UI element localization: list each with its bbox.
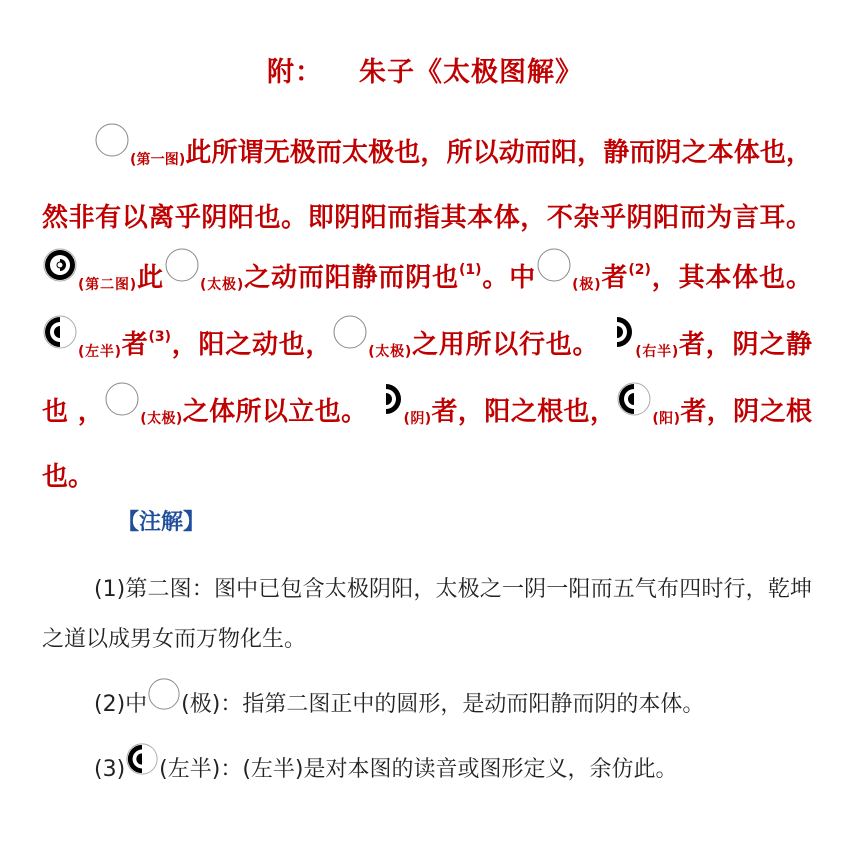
empty-circle-icon xyxy=(332,314,368,350)
text-span: 者 xyxy=(121,330,149,360)
empty-circle-icon xyxy=(104,381,140,417)
text-span: 者，阳之根也， xyxy=(431,397,617,427)
note-1: (1)第二图：图中已包含太极阴阳，太极之一阴一阳而五气布四时行，乾坤之道以成男女而万物化生。 xyxy=(42,577,812,652)
empty-circle-icon xyxy=(94,122,130,158)
text-span: ，其本体也。 xyxy=(650,263,812,293)
footnote-ref: (1) xyxy=(458,262,482,278)
text-span: 之用所以行也。 xyxy=(411,330,600,360)
note-2 xyxy=(42,677,812,730)
figure-label: (第二图) xyxy=(78,277,137,293)
figure-label: (第一图) xyxy=(130,152,186,168)
figure-label: (太极) xyxy=(199,277,244,293)
empty-circle-icon xyxy=(147,677,181,711)
left-half-circle-icon xyxy=(616,381,652,417)
figure-label: (极) xyxy=(572,277,601,293)
text-span: 此所谓无极而太极也，所以动而阳，静而阴之本体也，然非有以离乎阴阳也。即阴阳而指其本体，不杂乎阴阳而为言耳。 xyxy=(42,138,812,233)
figure-label: (太极) xyxy=(368,344,412,360)
figure-label: (太极) xyxy=(140,411,183,427)
text-span: 者 xyxy=(600,263,629,293)
left-half-circle-icon xyxy=(42,314,78,350)
empty-circle-icon xyxy=(536,247,572,283)
text-span: 。中 xyxy=(481,263,537,293)
main-paragraph xyxy=(42,122,812,506)
note-text: (2)中 xyxy=(94,692,148,717)
figure-label: (左半) xyxy=(78,344,122,360)
notes-section xyxy=(42,565,812,807)
text-span: 者，阴之静也 ， xyxy=(42,330,812,427)
text-span: ，阳之动也， xyxy=(171,330,333,360)
empty-circle-icon xyxy=(164,247,200,283)
text-span: 者，阴之根也。 xyxy=(42,397,812,492)
page-title xyxy=(0,50,850,89)
text-span: 之动而阳静而阴也 xyxy=(243,263,459,293)
left-half-circle-icon xyxy=(125,742,159,776)
figure-label: (阳) xyxy=(652,411,680,427)
title-prefix: 附： xyxy=(267,57,323,88)
text-span: 之体所以立也。 xyxy=(182,397,368,427)
taiji-concentric-icon xyxy=(42,247,78,283)
footnote-ref: (3) xyxy=(148,329,172,345)
figure-label: (阴) xyxy=(403,411,432,427)
note-3 xyxy=(42,742,812,795)
right-half-circle-icon xyxy=(368,381,404,417)
note-text: (3) xyxy=(94,757,126,782)
note-text: (左半)：(左半)是对本图的读音或图形定义，余仿此。 xyxy=(159,757,678,782)
right-half-circle-icon xyxy=(599,314,635,350)
notes-heading: 【注解】 xyxy=(117,509,206,535)
figure-label: (右半) xyxy=(635,344,679,360)
footnote-ref: (2) xyxy=(628,262,651,278)
note-text: (极)：指第二图正中的圆形，是动而阳静而阴的本体。 xyxy=(181,692,705,717)
title-main: 朱子《太极图解》 xyxy=(359,57,583,88)
text-span: 此 xyxy=(136,263,164,293)
